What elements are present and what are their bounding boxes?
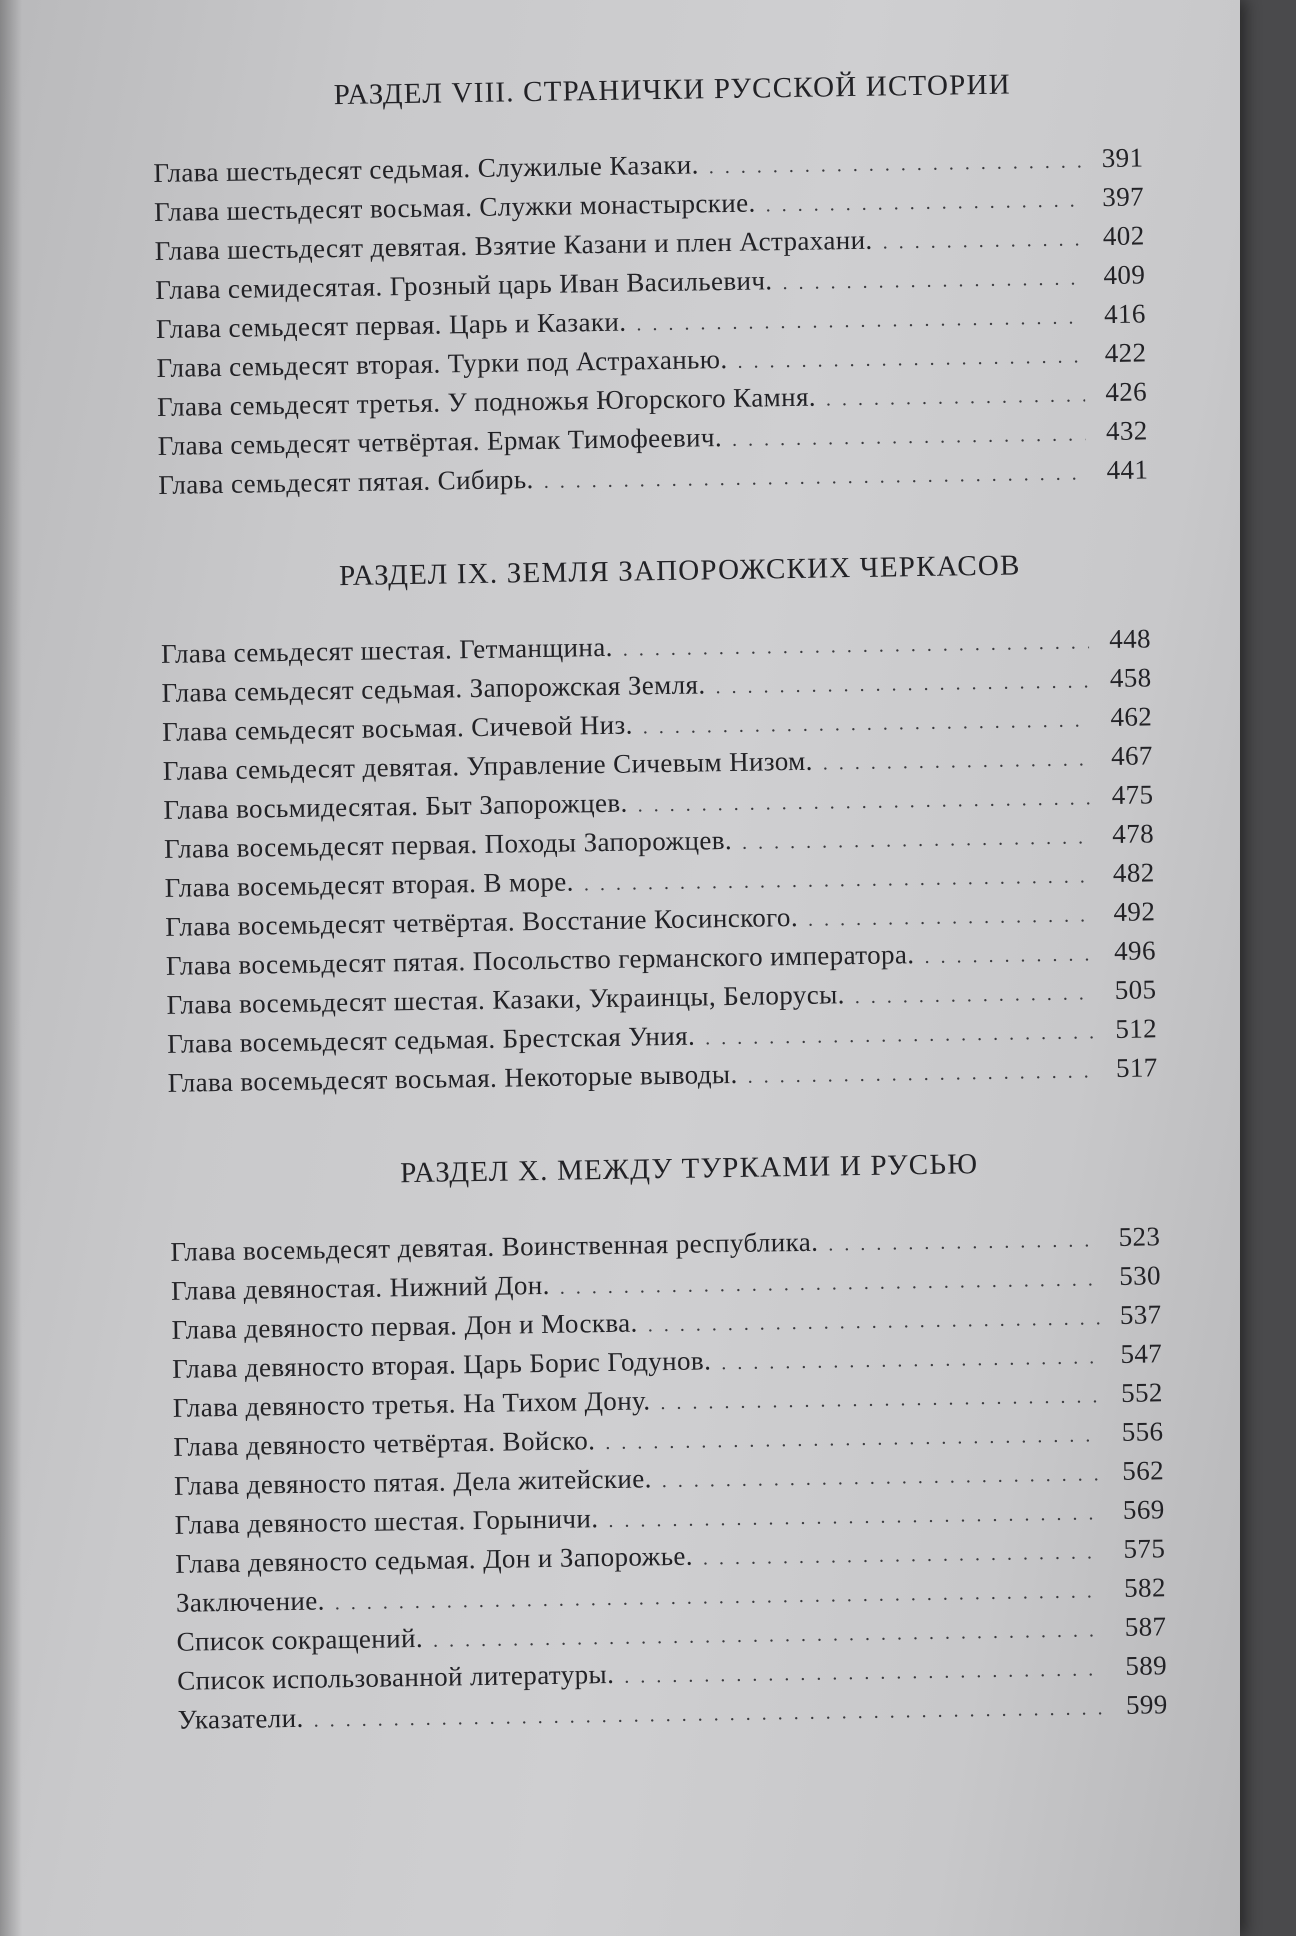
entry-title: Глава восемьдесят пятая. Посольство германского императора. [165, 939, 915, 981]
entry-title: Глава шестьдесят седьмая. Служилые Казаки. [153, 149, 700, 188]
dot-leader [747, 1052, 1096, 1096]
page-number: 537 [1119, 1299, 1162, 1330]
entry-title: Глава семьдесят пятая. Сибирь. [158, 464, 534, 500]
entry-title: Глава восемьдесят первая. Походы Запорожцев. [163, 824, 733, 864]
entry-title: Глава девяносто седьмая. Дон и Запорожье. [175, 1540, 694, 1579]
page-number: 599 [1125, 1689, 1168, 1720]
dot-leader [709, 142, 1082, 187]
section-9 [160, 543, 1158, 1102]
entry-title: Глава девяностая. Нижний Дон. [170, 1269, 550, 1306]
page-number: 587 [1124, 1611, 1167, 1642]
page-number: 582 [1123, 1572, 1167, 1603]
page-number: 575 [1123, 1533, 1166, 1564]
page-number: 523 [1118, 1221, 1161, 1252]
entry-title: Глава девяносто вторая. Царь Борис Годунов. [172, 1345, 712, 1384]
entry-title: Глава семьдесят шестая. Гетманщина. [160, 631, 613, 669]
entry-title: Глава семьдесят третья. У подножья Югорского Камня. [156, 381, 817, 422]
entry-title: Глава восемьдесят девятая. Воинственная республика. [170, 1226, 819, 1267]
entry-title: Заключение. [175, 1585, 326, 1618]
page-number: 492 [1113, 896, 1156, 927]
page-number: 416 [1103, 298, 1147, 330]
dot-leader [826, 376, 1086, 419]
dot-leader [715, 662, 1090, 707]
page-number: 530 [1118, 1260, 1162, 1291]
dot-leader [782, 259, 1083, 303]
dot-leader [924, 935, 1094, 977]
entry-title: Глава шестьдесят восьмая. Служки монастырские. [153, 187, 756, 227]
page-number: 562 [1122, 1455, 1165, 1486]
dot-leader [721, 1338, 1101, 1383]
section-title: РАЗДЕЛ IX. ЗЕМЛЯ ЗАПОРОЖСКИХ ЧЕРКАСОВ [338, 549, 1021, 593]
dot-leader [823, 740, 1092, 783]
dot-leader [313, 1689, 1106, 1740]
dot-leader [742, 818, 1093, 862]
page-number: 512 [1115, 1013, 1158, 1044]
entry-title: Глава девяносто первая. Дон и Москва. [171, 1307, 638, 1345]
dot-leader [737, 337, 1085, 381]
entry-title: Глава семьдесят восьмая. Сичевой Низ. [162, 709, 633, 747]
page-number: 448 [1108, 623, 1152, 655]
dot-leader [808, 896, 1094, 939]
page-number: 432 [1105, 415, 1148, 447]
table-of-contents [152, 62, 1169, 1793]
page-number: 422 [1104, 337, 1147, 369]
page-number: 589 [1125, 1650, 1168, 1681]
entry-title: Глава семьдесят первая. Царь и Казаки. [155, 306, 627, 344]
page-number: 397 [1102, 181, 1145, 213]
page-number: 517 [1115, 1052, 1158, 1083]
dot-leader [765, 181, 1082, 225]
page-number: 441 [1106, 454, 1149, 486]
entry-title: Список сокращений. [176, 1622, 424, 1657]
page-number: 458 [1109, 662, 1152, 694]
entry-title: Глава семьдесят седьмая. Запорожская Земля. [161, 669, 706, 708]
entry-title: Глава восемьдесят четвёртая. Восстание Косинского. [165, 901, 799, 942]
dot-leader [882, 220, 1083, 262]
page-number: 496 [1113, 935, 1157, 966]
section-title: РАЗДЕЛ VIII. СТРАНИЧКИ РУССКОЙ ИСТОРИИ [333, 68, 1012, 112]
entry-title: Список использованной литературы. [176, 1658, 615, 1696]
dot-leader [705, 1013, 1096, 1058]
entry-title: Глава семьдесят девятая. Управление Сичевым Низом. [162, 745, 813, 786]
entry-title: Глава восемьдесят восьмая. Некоторые выводы. [167, 1058, 738, 1098]
entry-title: Глава девяносто шестая. Горыничи. [174, 1503, 599, 1540]
section-title: РАЗДЕЛ X. МЕЖДУ ТУРКАМИ И РУСЬЮ [399, 1148, 979, 1190]
entry-title: Указатели. [177, 1702, 304, 1735]
entry-title: Глава девяносто пятая. Дела житейские. [173, 1463, 652, 1501]
page-number: 552 [1120, 1377, 1164, 1408]
dot-leader [661, 1455, 1102, 1501]
entry-title: Глава семьдесят четвёртая. Ермак Тимофеевич. [157, 422, 723, 461]
page-number: 426 [1105, 376, 1148, 408]
entry-title: Глава семидесятая. Грозный царь Иван Васильевич. [155, 265, 773, 305]
entry-title: Глава восемьдесят шестая. Казаки, Украинцы, Белорусы. [166, 979, 845, 1020]
dot-leader [703, 1533, 1104, 1578]
page-number: 547 [1120, 1338, 1163, 1369]
dot-leader [732, 415, 1086, 460]
entry-title: Глава семьдесят вторая. Турки под Астраханью. [156, 343, 728, 383]
page-number: 569 [1122, 1494, 1165, 1525]
page-number: 391 [1101, 142, 1144, 174]
page-number: 482 [1112, 857, 1155, 889]
entries-list [153, 138, 1148, 505]
page-number: 556 [1121, 1416, 1164, 1447]
entry-title: Глава восемьдесят вторая. В море. [164, 866, 575, 903]
dot-leader [828, 1221, 1099, 1264]
entry-title: Глава восемьдесят седьмая. Брестская Уния. [166, 1020, 696, 1059]
page-number: 402 [1102, 220, 1145, 252]
entries-list [161, 619, 1158, 1102]
entry-title: Глава девяносто третья. На Тихом Дону. [172, 1385, 651, 1423]
section-8 [152, 62, 1149, 504]
dot-leader [855, 974, 1095, 1017]
dot-leader [543, 454, 1086, 502]
page-number: 505 [1114, 974, 1157, 1005]
entries-list [170, 1217, 1168, 1739]
page-number: 462 [1110, 701, 1153, 733]
entry-title: Глава шестьдесят девятая. Взятие Казани и плен Астрахани. [154, 224, 873, 266]
entry-title: Глава восьмидесятая. Быт Запорожцев. [163, 787, 628, 825]
page-number: 409 [1103, 259, 1146, 291]
page-number: 467 [1110, 740, 1153, 772]
entry-title: Глава девяносто четвёртая. Войско. [173, 1425, 596, 1462]
page-number: 478 [1112, 818, 1155, 850]
page-number: 475 [1111, 779, 1154, 811]
section-10 [169, 1141, 1168, 1739]
